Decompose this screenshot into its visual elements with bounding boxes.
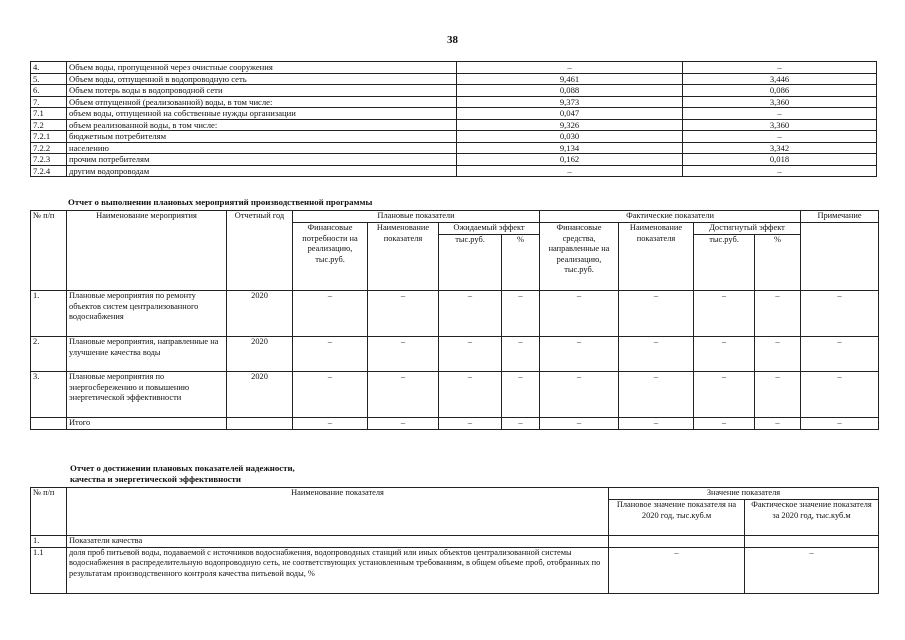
row-indicator-name: Показатели качества	[67, 536, 609, 548]
row-value: –	[502, 337, 540, 372]
row-fact-value: –	[683, 108, 877, 120]
table-row	[31, 96, 877, 108]
table-row	[31, 119, 877, 131]
reliability-report-title-line2: качества и энергетической эффективности	[70, 474, 241, 484]
row-name: другим водопроводам	[67, 165, 457, 177]
row-plan-value: 0,030	[457, 131, 683, 143]
row-value: –	[755, 337, 801, 372]
row-fact-value: 3,360	[683, 119, 877, 131]
row-name: бюджетным потребителям	[67, 131, 457, 143]
row-value: –	[801, 291, 879, 337]
row-fact-value: –	[745, 547, 879, 593]
header-expected-percent: %	[502, 235, 540, 291]
row-plan-value	[609, 536, 745, 548]
row-value: –	[502, 291, 540, 337]
header-num: № п/п	[31, 211, 67, 291]
row-fact-value: 0,086	[683, 85, 877, 97]
row-num: 7.2.2	[31, 142, 67, 154]
table-row	[31, 85, 877, 97]
row-name: прочим потребителям	[67, 154, 457, 166]
row-name: Объем отпущенной (реализованной) воды, в том числе:	[67, 96, 457, 108]
reliability-indicators-table	[30, 487, 879, 594]
header-achieved-thousand-rub: тыс.руб.	[694, 235, 755, 291]
table-row	[31, 291, 879, 337]
reliability-report-title-line1: Отчет о достижении плановых показателей надежности,	[70, 463, 295, 473]
row-fact-value: 3,342	[683, 142, 877, 154]
table-row	[31, 62, 877, 74]
table-row	[31, 165, 877, 177]
row-name: Объем потерь воды в водопроводной сети	[67, 85, 457, 97]
row-year	[227, 418, 293, 430]
header-planned-indicators: Плановые показатели	[293, 211, 540, 223]
row-plan-value: 9,373	[457, 96, 683, 108]
row-year: 2020	[227, 291, 293, 337]
table-row	[31, 536, 879, 548]
row-fact-value: –	[683, 131, 877, 143]
row-fact-value: 3,360	[683, 96, 877, 108]
row-value: –	[502, 372, 540, 418]
header-plan-value: Плановое значение показателя на 2020 год, тыс.куб.м	[609, 500, 745, 536]
row-num: 5.	[31, 73, 67, 85]
row-value: –	[368, 372, 439, 418]
header-achieved-percent: %	[755, 235, 801, 291]
row-value: –	[694, 291, 755, 337]
row-value: –	[801, 418, 879, 430]
row-activity-name: Плановые мероприятия по энергосбережению и повышению энергетической эффективности	[67, 372, 227, 418]
row-plan-value: 0,047	[457, 108, 683, 120]
row-value: –	[755, 372, 801, 418]
row-value: –	[619, 291, 694, 337]
row-fact-value: 3,446	[683, 73, 877, 85]
row-fact-value: 0,018	[683, 154, 877, 166]
header-indicator-value: Значение показателя	[609, 488, 879, 500]
row-value: –	[540, 418, 619, 430]
row-value: –	[502, 418, 540, 430]
row-num: 7.2.3	[31, 154, 67, 166]
row-num: 6.	[31, 85, 67, 97]
row-value: –	[619, 372, 694, 418]
row-value: –	[619, 337, 694, 372]
table-row	[31, 73, 877, 85]
row-indicator-name: доля проб питьевой воды, подаваемой с источников водоснабжения, водопроводных станций или иных объектов централизованной системы водоснабжения в распределительную водопроводную сеть, не соответствующих установленным требованиям, в общем объеме проб, отобранных по результатам производственного контроля качества питьевой воды, %	[67, 547, 609, 593]
table-row	[31, 131, 877, 143]
row-value: –	[293, 372, 368, 418]
row-activity-name: Итого	[67, 418, 227, 430]
program-report-title: Отчет о выполнении плановых мероприятий производственной программы	[68, 197, 373, 207]
header-plan-indicator: Наименование показателя	[368, 223, 439, 291]
header-expected-effect: Ожидаемый эффект	[439, 223, 540, 235]
row-num: 2.	[31, 337, 67, 372]
row-value: –	[755, 418, 801, 430]
row-fact-value: –	[683, 165, 877, 177]
row-name: объем реализованной воды, в том числе:	[67, 119, 457, 131]
program-activities-table	[30, 210, 879, 430]
header-note-blank	[801, 223, 879, 291]
row-plan-value: –	[457, 165, 683, 177]
header-expected-thousand-rub: тыс.руб.	[439, 235, 502, 291]
table-row	[31, 372, 879, 418]
row-value: –	[540, 372, 619, 418]
header-plan-finance: Финансовые потребности на реализацию, тыс.руб.	[293, 223, 368, 291]
row-num	[31, 418, 67, 430]
row-value: –	[439, 337, 502, 372]
row-value: –	[368, 337, 439, 372]
row-activity-name: Плановые мероприятия по ремонту объектов систем централизованного водоснабжения	[67, 291, 227, 337]
row-num: 7.1	[31, 108, 67, 120]
row-value: –	[439, 418, 502, 430]
row-year: 2020	[227, 372, 293, 418]
header-note: Примечание	[801, 211, 879, 223]
row-value: –	[293, 291, 368, 337]
row-value: –	[694, 418, 755, 430]
row-value: –	[439, 372, 502, 418]
row-value: –	[694, 337, 755, 372]
row-value: –	[293, 418, 368, 430]
header-num: № п/п	[31, 488, 67, 536]
header-activity-name: Наименование мероприятия	[67, 211, 227, 291]
row-num: 3.	[31, 372, 67, 418]
row-value: –	[540, 337, 619, 372]
row-value: –	[439, 291, 502, 337]
row-value: –	[540, 291, 619, 337]
table-row	[31, 154, 877, 166]
row-value: –	[801, 337, 879, 372]
row-value: –	[801, 372, 879, 418]
row-name: Объем воды, пропущенной через очистные сооружения	[67, 62, 457, 74]
header-report-year: Отчетный год	[227, 211, 293, 291]
row-num: 7.2	[31, 119, 67, 131]
header-indicator-name: Наименование показателя	[67, 488, 609, 536]
row-num: 1.	[31, 536, 67, 548]
table-row	[31, 547, 879, 593]
table-row	[31, 108, 877, 120]
header-fact-value: Фактическое значение показателя за 2020 год, тыс.куб.м	[745, 500, 879, 536]
row-value: –	[368, 291, 439, 337]
row-plan-value: 9,134	[457, 142, 683, 154]
header-fact-finance: Финансовые средства, направленные на реализацию, тыс.руб.	[540, 223, 619, 291]
row-activity-name: Плановые мероприятия, направленные на улучшение качества воды	[67, 337, 227, 372]
row-num: 4.	[31, 62, 67, 74]
row-plan-value: 9,326	[457, 119, 683, 131]
row-plan-value: 0,162	[457, 154, 683, 166]
header-actual-indicators: Фактические показатели	[540, 211, 801, 223]
row-name: Объем воды, отпущенной в водопроводную сеть	[67, 73, 457, 85]
row-plan-value: –	[609, 547, 745, 593]
row-num: 7.2.4	[31, 165, 67, 177]
row-fact-value: –	[683, 62, 877, 74]
page-number: 38	[447, 34, 458, 46]
row-num: 1.	[31, 291, 67, 337]
row-num: 7.2.1	[31, 131, 67, 143]
row-num: 7.	[31, 96, 67, 108]
row-value: –	[619, 418, 694, 430]
table-row	[31, 337, 879, 372]
row-name: объем воды, отпущенной на собственные нужды организации	[67, 108, 457, 120]
row-plan-value: –	[457, 62, 683, 74]
row-plan-value: 9,461	[457, 73, 683, 85]
row-name: населению	[67, 142, 457, 154]
table-row	[31, 142, 877, 154]
row-value: –	[755, 291, 801, 337]
row-num: 1.1	[31, 547, 67, 593]
table-row	[31, 418, 879, 430]
row-value: –	[694, 372, 755, 418]
row-value: –	[293, 337, 368, 372]
row-year: 2020	[227, 337, 293, 372]
row-plan-value: 0,088	[457, 85, 683, 97]
row-value: –	[368, 418, 439, 430]
header-achieved-effect: Достигнутый эффект	[694, 223, 801, 235]
row-fact-value	[745, 536, 879, 548]
header-fact-indicator: Наименование показателя	[619, 223, 694, 291]
water-volume-table	[30, 61, 877, 177]
